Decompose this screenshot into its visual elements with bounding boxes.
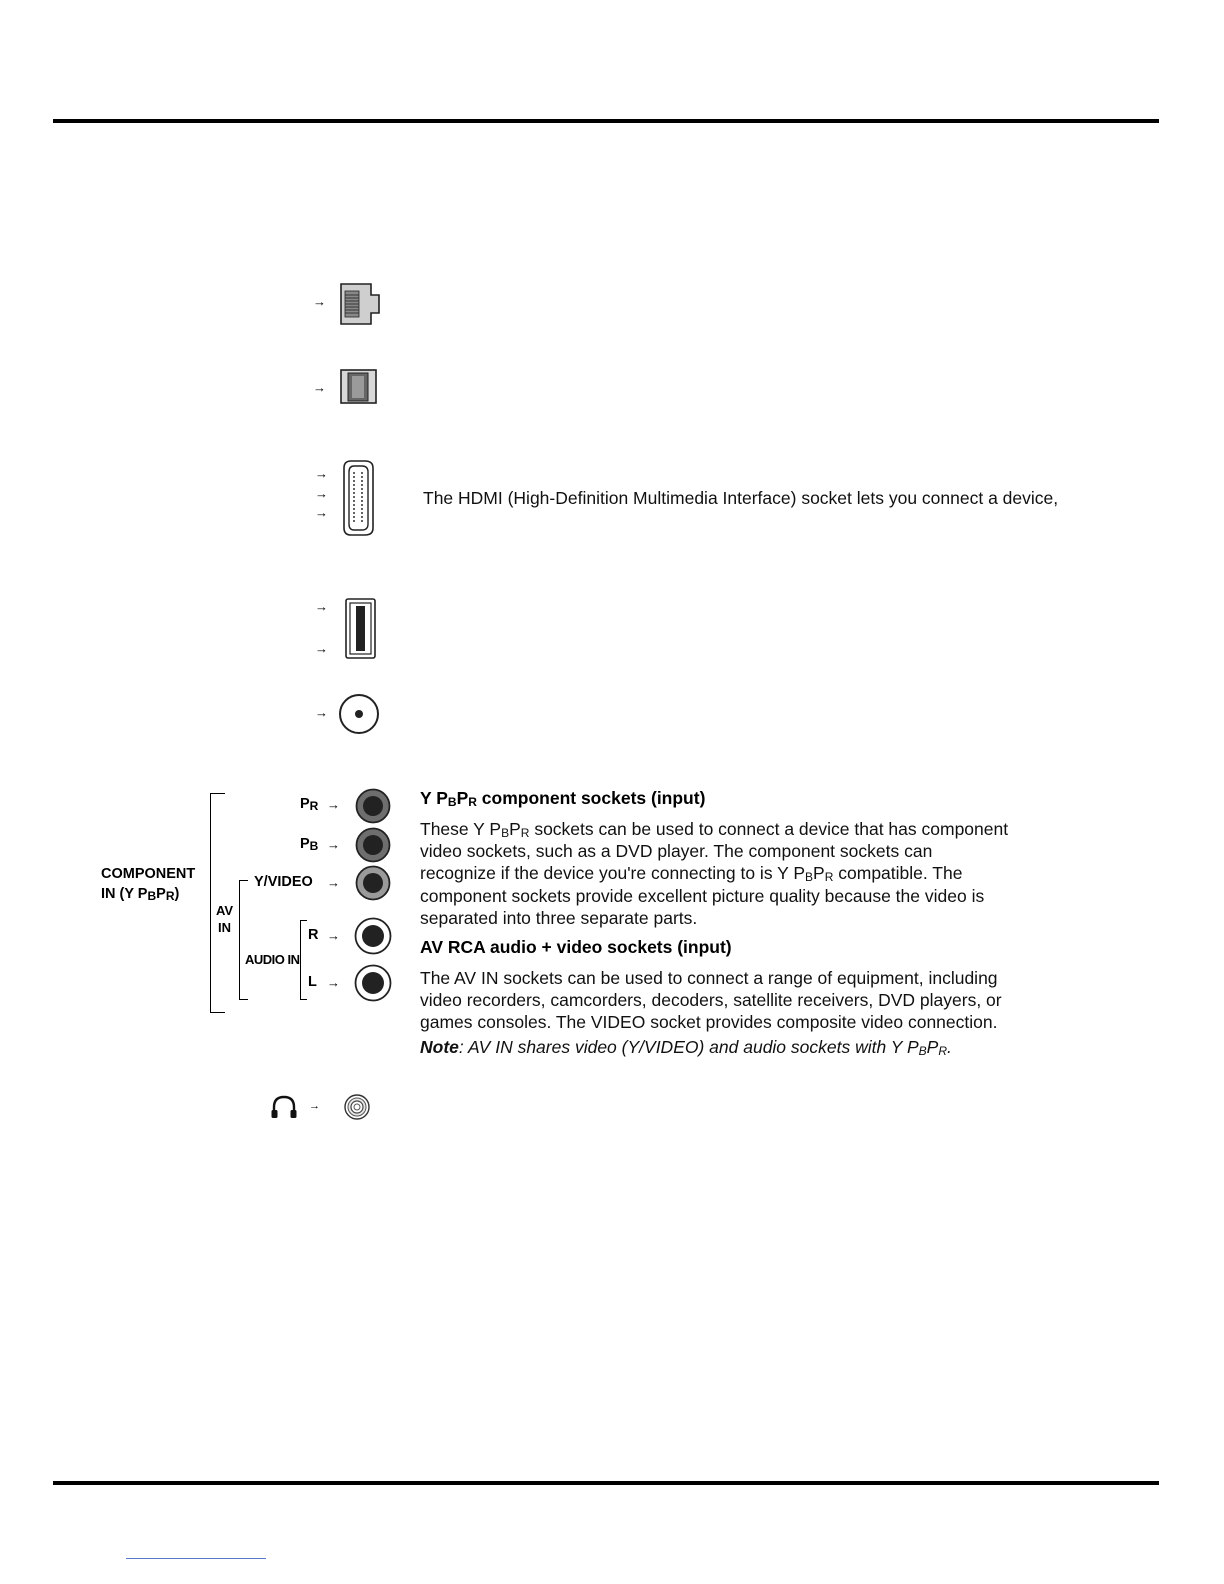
top-rule <box>53 119 1159 123</box>
audio-bracket <box>300 920 307 1000</box>
lan-port-icon <box>338 282 382 326</box>
pb-label: PB <box>300 836 319 853</box>
pb-arrow: → <box>327 837 340 852</box>
av-note: Note: AV IN shares video (Y/VIDEO) and audio sockets with Y PBPR. <box>420 1037 952 1058</box>
component-label-line2: IN (Y PBPR) <box>101 886 180 903</box>
av-label-2: IN <box>218 920 231 935</box>
usb-arrow-1: → <box>315 599 328 614</box>
footer-link-underline <box>126 1558 266 1559</box>
l-arrow: → <box>327 975 340 990</box>
headphone-arrow: → <box>309 1100 320 1112</box>
component-heading: Y PBPR component sockets (input) <box>420 788 706 809</box>
optical-arrow: → <box>313 380 326 395</box>
r-arrow: → <box>327 928 340 943</box>
component-body-line-3: recognize if the device you're connecting to is Y PBPR compatible. The <box>420 863 963 884</box>
pr-label: PR <box>300 796 319 813</box>
yvideo-arrow: → <box>327 875 340 890</box>
note-label: Note <box>420 1037 459 1057</box>
audio-in-label: AUDIO IN <box>245 952 300 967</box>
antenna-port-icon <box>338 693 380 735</box>
usb-port-icon <box>344 597 378 661</box>
audio-r-socket-icon <box>353 916 393 956</box>
bottom-rule <box>53 1481 1159 1485</box>
yvideo-label: Y/VIDEO <box>254 874 313 890</box>
audio-l-socket-icon <box>353 963 393 1003</box>
av-label-1: AV <box>216 903 234 918</box>
hdmi-arrow-2: → <box>315 486 328 501</box>
pb-socket-icon <box>354 826 392 864</box>
y-video-socket-icon <box>354 864 392 902</box>
headphone-jack-icon <box>343 1093 371 1121</box>
r-label: R <box>308 927 319 943</box>
av-bracket <box>239 880 248 1000</box>
antenna-arrow: → <box>315 705 328 720</box>
av-body-line-3: games consoles. The VIDEO socket provides composite video connection. <box>420 1012 998 1032</box>
optical-port-icon <box>339 368 379 406</box>
hdmi-arrow-3: → <box>315 505 328 520</box>
hdmi-arrow-1: → <box>315 466 328 481</box>
component-body-line-4: component sockets provide excellent picture quality because the video is <box>420 886 985 906</box>
pr-socket-icon <box>354 787 392 825</box>
av-body-line-2: video recorders, camcorders, decoders, satellite receivers, DVD players, or <box>420 990 1002 1010</box>
hdmi-description: The HDMI (High-Definition Multimedia Interface) socket lets you connect a device, <box>423 488 1059 508</box>
pr-arrow: → <box>327 797 340 812</box>
headphone-icon <box>270 1094 298 1120</box>
hdmi-port-icon <box>340 458 378 538</box>
av-body-line-1: The AV IN sockets can be used to connect a range of equipment, including <box>420 968 998 988</box>
component-body-line-2: video sockets, such as a DVD player. The component sockets can <box>420 841 933 861</box>
lan-arrow: → <box>313 294 326 309</box>
component-body-line-1: These Y PBPR sockets can be used to connect a device that has component <box>420 819 1009 840</box>
component-body-line-5: separated into three separate parts. <box>420 908 698 928</box>
l-label: L <box>308 974 317 990</box>
av-heading: AV RCA audio + video sockets (input) <box>420 937 732 957</box>
usb-arrow-2: → <box>315 641 328 656</box>
component-label-line1: COMPONENT <box>101 866 196 882</box>
